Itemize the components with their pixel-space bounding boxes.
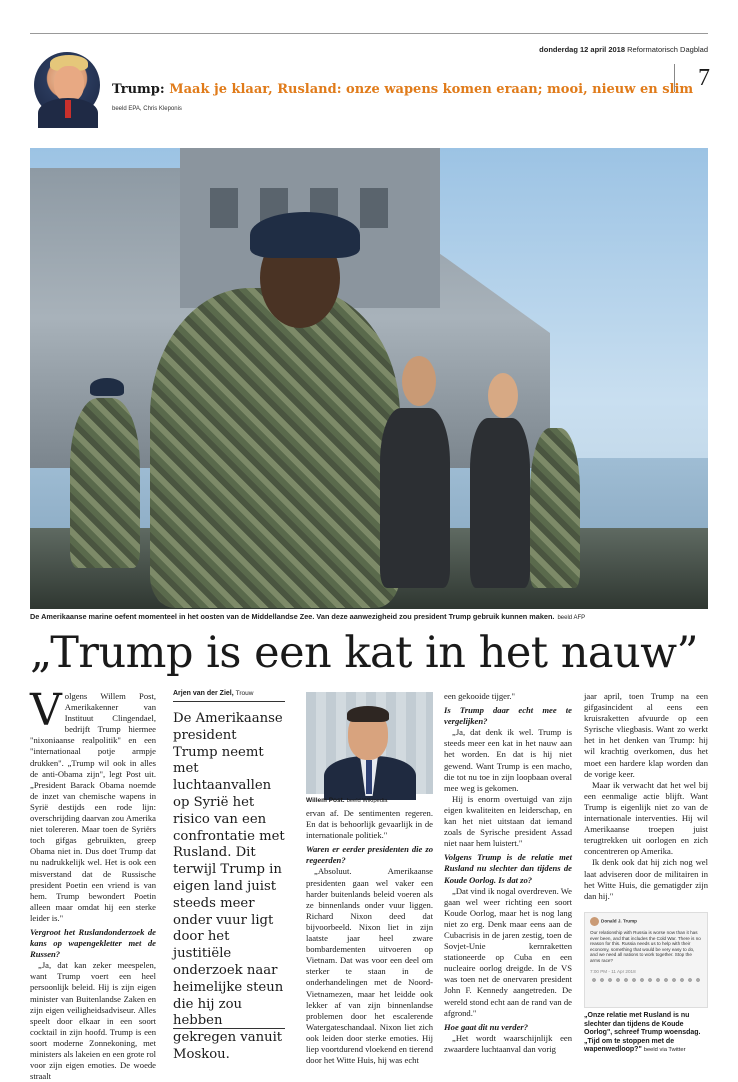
article-headline: „Trump is een kat in het nauw” (30, 628, 699, 678)
col5-paragraph: Maar ik verwacht dat het wel bij een eenmalige actie blijft. Want Trump is eigenlijk niet zo van de internationale interventies. Hij wil Amerikaanse troepen juist terugtrekken uit oorlogen en zich concentreren op Amerika. (584, 779, 708, 857)
author-org: Trouw (235, 690, 254, 697)
col4-paragraph: een gekooide tijger." (444, 691, 516, 701)
col3-answer: „Absoluut. Amerikaanse presidenten gaan wel vaker een harder buitenlands beleid voeren als ze binnenlands onder vuur liggen. Richard Nixon deed dat bijvoorbeeld. Nixon liet in zijn laatste jaar heel zware bombardementen uitvoeren op Vietnam. Dat was voor een deel om sterker te staan in de onderhandelingen met de Noord-Vietnamezen, maar het leidde ook lekker af van zijn binnenlandse problemen door het escalerende Watergateschandaal. Nixon liet zich ook leiden door sterke emoties. Hij liep voortdurend vloekend en tierend door het Witte Huis, hij was echt (306, 866, 433, 1066)
column-5 (584, 691, 708, 902)
interview-question: Volgens Trump is de relatie met Rusland nu slechter dan tijdens de Koude Oorlog. Is dat zo? (444, 852, 572, 885)
main-photo-caption (30, 612, 720, 621)
tweet-text: Our relationship with Russia is worse now than it has ever been, and that includes the Cold War. There is no reason for this. Russia needs us to help with their economy, something that would be very easy to do, and we need all nations to work together. Stop the arms race? (590, 930, 701, 963)
tweet-caption-text: „Onze relatie met Rusland is nu slechter dan tijdens de Koude Oorlog", schreef Trump woensdag. „Tijd om te stoppen met de wapenwedloop?" (584, 1012, 701, 1054)
column-4 (444, 691, 572, 1055)
column-3 (306, 808, 433, 1066)
col3-paragraph: ervan af. De sentimenten regeren. En dat is behoorlijk gevaarlijk in de internationale politiek." (306, 808, 433, 841)
article-intro: De Amerikaanse president Trump neemt met luchtaanvallen op Syrië het risico van een confrontatie met Rusland. Dit terwijl Trump in eigen land juist steeds meer onder vuur ligt door het justitiële onderzoek naar heimelijke steun die hij zou hebben gekregen vanuit Moskou. (173, 711, 285, 1062)
page-number: 7 (674, 64, 710, 92)
trump-tweet-image (584, 912, 708, 1008)
col4-answer: „Dat vind ik nogal overdreven. We gaan wel weer richting een soort Koude Oorlog, maar het is nog lang niet zo erg. Denk maar eens aan de Cubacrisis in de jaren zestig, toen de Sovjet-Unie kernraketten stationeerde op Cuba en een nucleaire oorlog dreigde. In de VS was toen net de onervaren president John F. Kennedy aangetreden. De wereld stond echt aan de rand van de afgrond." (444, 885, 572, 1018)
tweet-caption (584, 1012, 710, 1055)
portrait-credit: beeld Wikipedia (346, 798, 388, 804)
teaser-name: Trump: (112, 82, 165, 97)
dateline (539, 45, 708, 54)
column-1 (30, 685, 156, 1082)
trump-teaser-photo (34, 52, 100, 118)
byline-rule (173, 701, 285, 702)
main-photo-navy-sailors (30, 148, 708, 609)
col4-answer: „Het wordt waarschijnlijk een zwaardere luchtaanval dan vorig (444, 1032, 572, 1054)
portrait-name: Willem Post. (306, 797, 345, 804)
teaser-quote: Maak je klaar, Rusland: onze wapens komen eraan; mooi, nieuw en slim (169, 82, 694, 97)
teaser-photo-credit: beeld EPA, Chris Kleponis (112, 106, 182, 112)
intro-bottom-rule (173, 1028, 285, 1029)
tweet-credit: beeld via Twitter (643, 1047, 686, 1054)
portrait-caption (306, 797, 388, 804)
interview-question: Vergroot het Ruslandonderzoek de kans op wapengekletter met de Russen? (30, 926, 156, 960)
col4-answer: Hij is enorm overtuigd van zijn eigen kwaliteiten en leiderschap, en kan het niet uitstaan dat iemand zoals de Syrische president Assad niet naar hem luistert." (444, 793, 572, 849)
interview-question: Hoe gaat dit nu verder? (444, 1021, 529, 1032)
caption-credit: beeld AFP (557, 615, 586, 621)
col5-paragraph: Ik denk ook dat hij zich nog wel laat adviseren door de militairen in het Witte Huis, die gematigder zijn dan hij." (584, 857, 708, 901)
tweet-meta: 7:00 PM - 11 Apr 2018 (590, 968, 636, 974)
interview-question: Waren er eerder presidenten die zo regeerden? (306, 844, 433, 866)
col5-paragraph: jaar april, toen Trump na een gifgasincident al eens een kruisraketten afvuurde op een Syrische vliegbasis. Want zo werkt het in het denken van Trump: hij wil krachtig overkomen, dus het moet een hardere klap worden dan de vorige keer. (584, 691, 708, 779)
header-rule (30, 33, 708, 34)
tweet-likes-avatars (590, 977, 702, 983)
tweet-avatar (590, 917, 599, 926)
author-name: Arjen van der Ziel (173, 690, 232, 697)
byline: Arjen van der Ziel, Trouw (173, 690, 254, 697)
caption-text: De Amerikaanse marine oefent momenteel in het oosten van de Middellandse Zee. Van deze aanwezigheid zou president Trump gebruik kunnen maken. (30, 612, 555, 621)
teaser-headline[interactable] (112, 82, 693, 97)
dropcap: V (30, 685, 62, 736)
willem-post-portrait (306, 692, 433, 794)
col1-answer: „Ja, dat kan zeker meespelen, want Trump voert een heel persoonlijk beleid. Hij is zijn eigen minister van Buitenlandse Zaken en zijn eigen veiligheidsadviseur. Alles speelt door elkaar in een soort cocktail in zijn hoofd. Trump is een soort moderne Zonnekoning, met ministers als lakeien en een grote rol voor zijn eigen emoties. De woede straalt (30, 960, 156, 1082)
paper-name: Reformatorisch Dagblad (627, 45, 708, 54)
tweet-handle: Donald J. Trump (601, 918, 637, 924)
issue-date: donderdag 12 april 2018 (539, 45, 626, 54)
col1-paragraph: olgens Willem Post, Amerikakenner van Instituut Clingendael, bedrijft Trump hiermee "nixoniaanse realpolitik" en een "internationaal potje armpje drukken". „Trump wil ook in alles de anti-Obama zijn", legt Post uit. „President Barack Obama noemde de inzet van chemische wapens in Syrië destijds een rode lijn: overschrijding daarvan zou Amerika niet tolereren. Maar toen de Syriërs toch gifgas gebruikten, greep Obama niet in. Dus doet Trump dat nu nadrukkelijk wel. Het is ook een misverstand dat de Russische president Poetin een vriend is van hem. Trump bewondert Poetin alleen maar omdat hij een sterke leider is." (30, 691, 156, 923)
col4-answer: „Ja, dat denk ik wel. Trump is steeds meer een kat in het nauw aan het worden. En dat is hij niet gewend. Want Trump is een macho, die tot nu toe in zijn loopbaan overal mee weg is gekomen. (444, 727, 572, 793)
interview-question: Is Trump daar echt mee te vergelijken? (444, 705, 572, 727)
